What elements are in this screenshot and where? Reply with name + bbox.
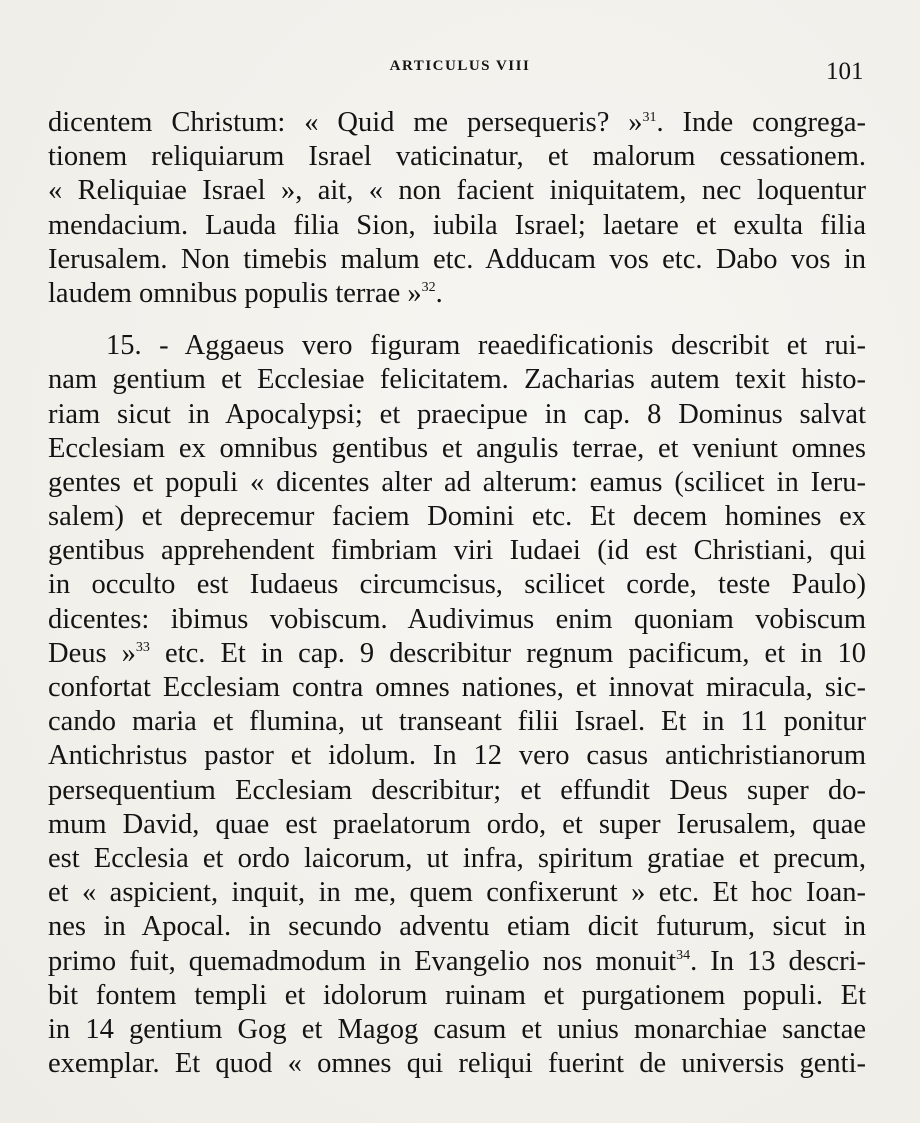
line-text: et « aspicient, inquit, in me, quem confixerunt » etc. Et hoc Ioan- [48,877,866,909]
text-line [48,174,866,208]
footnote-marker: 31 [642,109,657,125]
line-text: riam sicut in Apocalypsi; et praecipue in cap. 8 Dominus salvat [48,398,866,430]
line-text: primo fuit, quemadmodum in Evangelio nos monuit [48,945,677,977]
text-line [48,140,866,174]
line-text: salem) et deprecemur faciem Domini etc. Et decem homines ex [48,501,866,533]
body-text [48,106,866,1081]
text-line [48,243,866,277]
text-line [48,808,866,842]
text-line [48,910,866,944]
paragraph-2 [48,329,866,1081]
line-text: in 14 gentium Gog et Magog casum et unius monarchiae sanctae [48,1013,866,1045]
text-line [48,945,866,979]
text-line [48,398,866,432]
running-title: ARTICULUS VIII [389,58,531,74]
line-text: 15. - Aggaeus vero figuram reaedificationis describit et rui- [106,330,866,362]
line-text-tail: etc. Et in cap. 9 describitur regnum pacificum, et in 10 [149,637,866,669]
text-line [48,209,866,243]
text-line [48,671,866,705]
line-text: exemplar. Et quod « omnes qui reliqui fuerint de universis genti- [48,1048,866,1080]
text-line [48,106,866,140]
text-line [48,432,866,466]
line-text: nam gentium et Ecclesiae felicitatem. Zacharias autem texit histo- [48,364,866,396]
line-text: laudem omnibus populis terrae » [48,277,422,309]
line-text: dicentem Christum: « Quid me persequeris? » [48,107,643,138]
page-number: 101 [826,58,864,85]
text-line [48,705,866,739]
line-text: gentes et populi « dicentes alter ad alterum: eamus (scilicet in Ieru- [48,466,866,498]
footnote-marker: 32 [421,280,436,296]
text-line [48,534,866,568]
text-line [48,363,866,397]
line-text: est Ecclesia et ordo laicorum, ut infra, spiritum gratiae et precum, [48,842,866,874]
text-line [48,277,866,311]
line-text-tail: . [435,277,443,309]
line-text: dicentes: ibimus vobiscum. Audivimus enim quoniam vobiscum [48,603,866,635]
text-line [48,842,866,876]
text-line [48,876,866,910]
text-line [48,637,866,671]
text-line [48,774,866,808]
text-line [48,979,866,1013]
line-text: persequentium Ecclesiam describitur; et effundit Deus super do- [48,774,866,806]
line-text: Ecclesiam ex omnibus gentibus et angulis terrae, et veniunt omnes [48,432,866,464]
line-text-tail: . Inde congrega- [656,107,866,138]
line-text: confortat Ecclesiam contra omnes nationes, et innovat miracula, sic- [48,672,866,703]
text-line [48,739,866,773]
line-text: nes in Apocal. in secundo adventu etiam dicit futurum, sicut in [48,911,866,943]
line-text: tionem reliquiarum Israel vaticinatur, et malorum cessationem. [48,141,866,173]
line-text: mendacium. Lauda filia Sion, iubila Israel; laetare et exulta filia [48,209,866,241]
line-text: in occulto est Iudaeus circumcisus, scilicet corde, teste Paulo) [48,569,866,601]
text-line [48,1013,866,1047]
text-line [48,500,866,534]
line-text: « Reliquiae Israel », ait, « non facient iniquitatem, nec loquentur [48,175,866,207]
line-text: Ierusalem. Non timebis malum etc. Adducam vos etc. Dabo vos in [48,243,866,275]
text-line [48,603,866,637]
footnote-marker: 34 [676,948,691,963]
text-line [48,568,866,602]
text-line [48,466,866,500]
text-line [48,1047,866,1081]
text-line [48,329,866,363]
line-text: Antichristus pastor et idolum. In 12 vero casus antichristianorum [48,740,866,772]
line-text: Deus » [48,637,136,669]
line-text: mum David, quae est praelatorum ordo, et super Ierusalem, quae [48,808,866,840]
paragraph-gap [48,311,866,329]
line-text: cando maria et flumina, ut transeant filii Israel. Et in 11 ponitur [48,706,866,738]
line-text: bit fontem templi et idolorum ruinam et purgationem populi. Et [48,979,866,1011]
line-text-tail: . In 13 descri- [690,945,866,977]
line-text: gentibus apprehendent fimbriam viri Iudaei (id est Christiani, qui [48,535,866,567]
footnote-marker: 33 [135,640,150,656]
paragraph-1 [48,106,866,311]
